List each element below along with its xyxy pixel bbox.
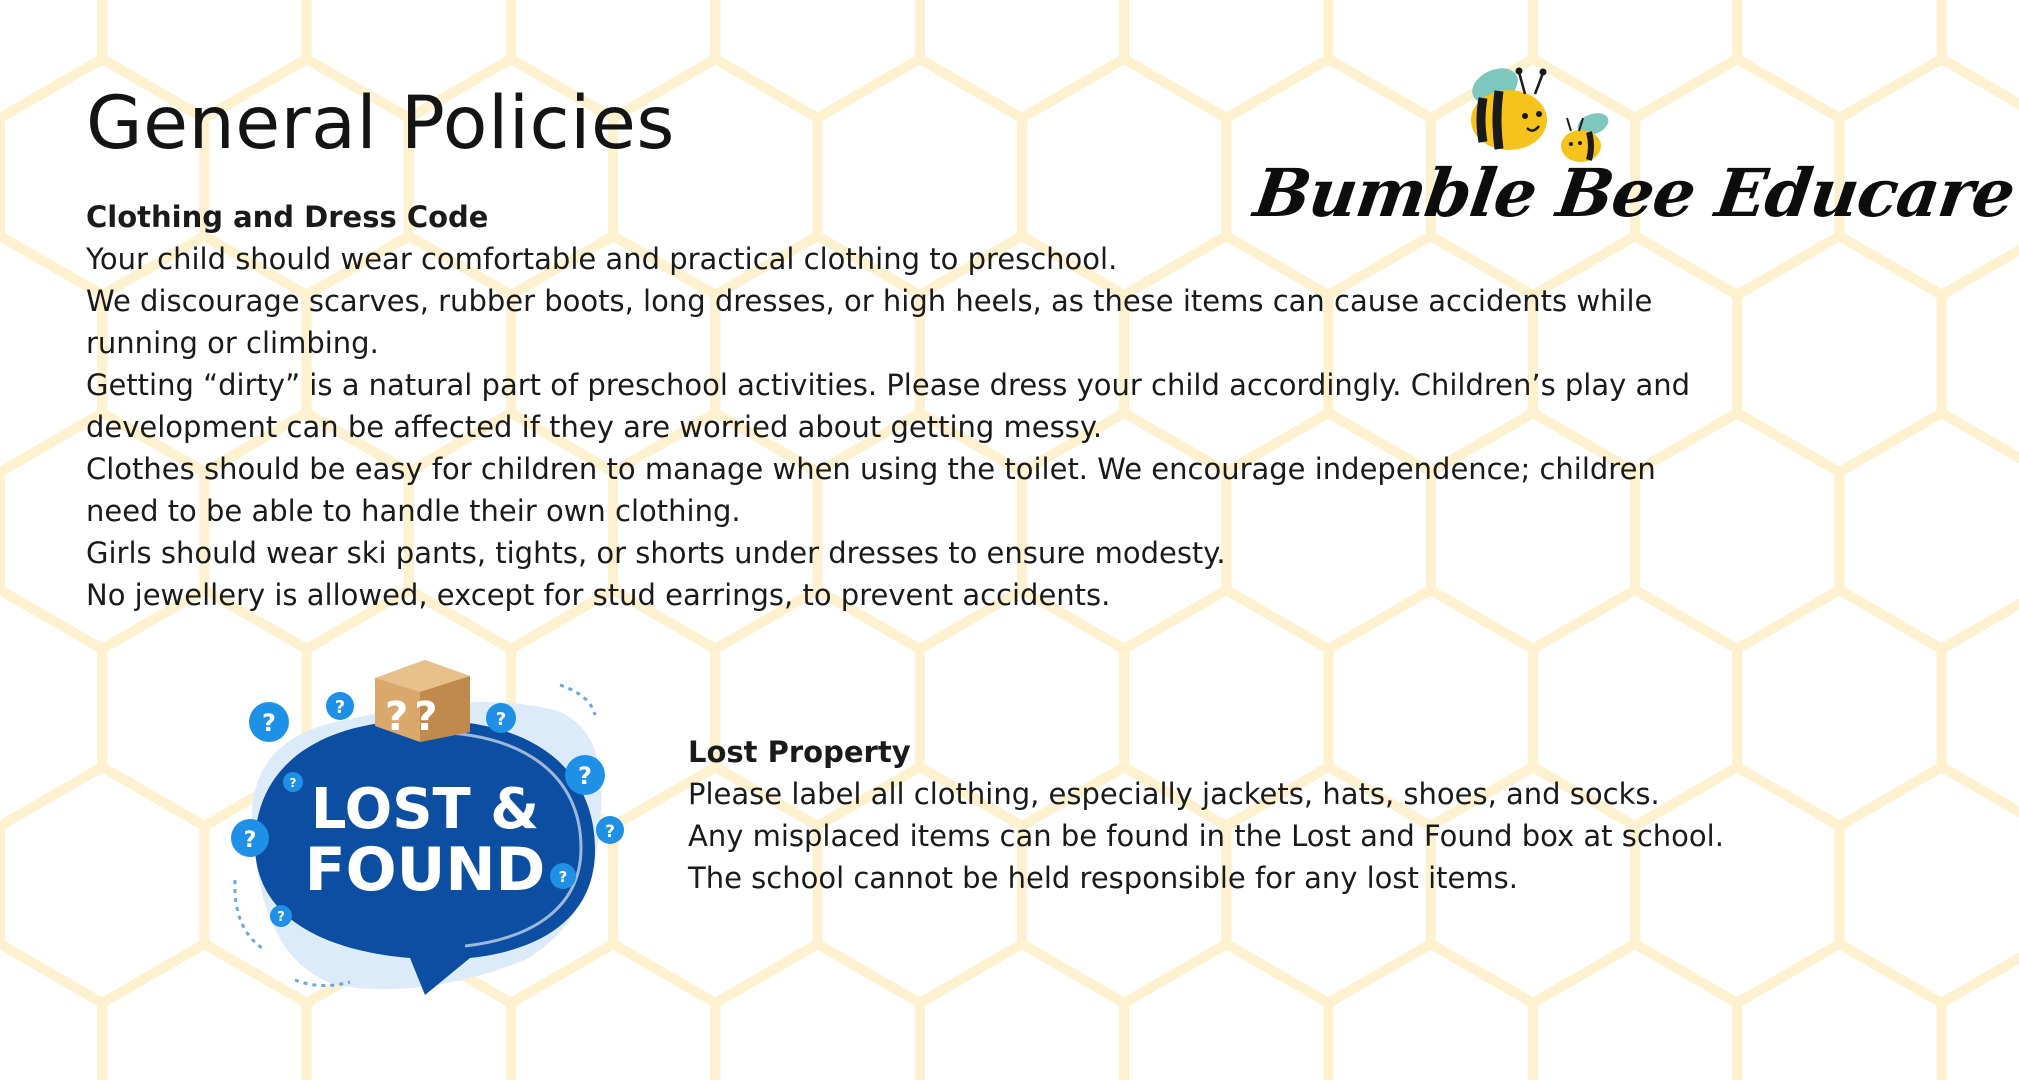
clothing-paragraph: We discourage scarves, rubber boots, long dresses, or high heels, as these items can cause accidents while running or climbing. (86, 284, 1653, 360)
question-mark-badge: ? (558, 868, 568, 886)
question-mark-badge: ? (243, 828, 257, 853)
honeycomb-hexagon (1839, 767, 2019, 1003)
lost-property-section (688, 731, 1848, 899)
question-mark-badge: ? (262, 709, 276, 737)
honeycomb-hexagon (715, 0, 919, 118)
found-text: FOUND (304, 835, 546, 905)
clothing-paragraph: No jewellery is allowed, except for stud earrings, to prevent accidents. (86, 578, 1111, 612)
logo-text: Bumble Bee Educare (1249, 154, 2019, 232)
page-title: General Policies (86, 81, 675, 166)
honeycomb-hexagon (1533, 944, 1737, 1080)
clothing-paragraph: Girls should wear ski pants, tights, or shorts under dresses to ensure modesty. (86, 536, 1226, 570)
lost-text: LOST & (310, 777, 540, 842)
honeycomb-hexagon (1124, 944, 1328, 1080)
bees-icon (1443, 58, 1623, 168)
clothing-paragraph: Getting “dirty” is a natural part of preschool activities. Please dress your child accordingly. Children’s play and development can be affected if they are worried about getting messy. (86, 368, 1691, 444)
question-mark-badge: ? (289, 776, 297, 790)
question-mark-badge: ? (334, 697, 346, 718)
question-mark-badge: ? (578, 762, 592, 790)
honeycomb-hexagon (920, 0, 1124, 118)
clothing-heading: Clothing and Dress Code (86, 200, 489, 234)
lost-and-found-icon (225, 650, 625, 1005)
honeycomb-hexagon (920, 944, 1124, 1080)
question-mark-badge: ? (495, 709, 507, 730)
honeycomb-hexagon (0, 590, 102, 826)
lost-property-paragraph: The school cannot be held responsible for any lost items. (688, 861, 1518, 895)
lost-property-heading: Lost Property (688, 735, 911, 769)
honeycomb-hexagon (0, 767, 204, 1003)
honeycomb-hexagon (0, 944, 102, 1080)
honeycomb-hexagon (1942, 944, 2019, 1080)
lost-property-paragraph: Any misplaced items can be found in the Lost and Found box at school. (688, 819, 1724, 853)
honeycomb-hexagon (715, 944, 919, 1080)
clothing-paragraph: Your child should wear comfortable and practical clothing to preschool. (86, 242, 1118, 276)
question-mark-badge: ? (605, 822, 615, 842)
clothing-paragraph: Clothes should be easy for children to manage when using the toilet. We encourage independence; children need to be able to handle their own clothing. (86, 452, 1656, 528)
question-mark-badge: ? (277, 910, 285, 925)
lost-property-paragraph: Please label all clothing, especially jackets, hats, shoes, and socks. (688, 777, 1660, 811)
honeycomb-hexagon (1737, 236, 1941, 472)
honeycomb-hexagon (1737, 944, 1941, 1080)
honeycomb-hexagon (1329, 944, 1533, 1080)
honeycomb-hexagon (1839, 413, 2019, 649)
box-question-marks: ?? (385, 694, 444, 740)
clothing-section (86, 196, 1726, 616)
